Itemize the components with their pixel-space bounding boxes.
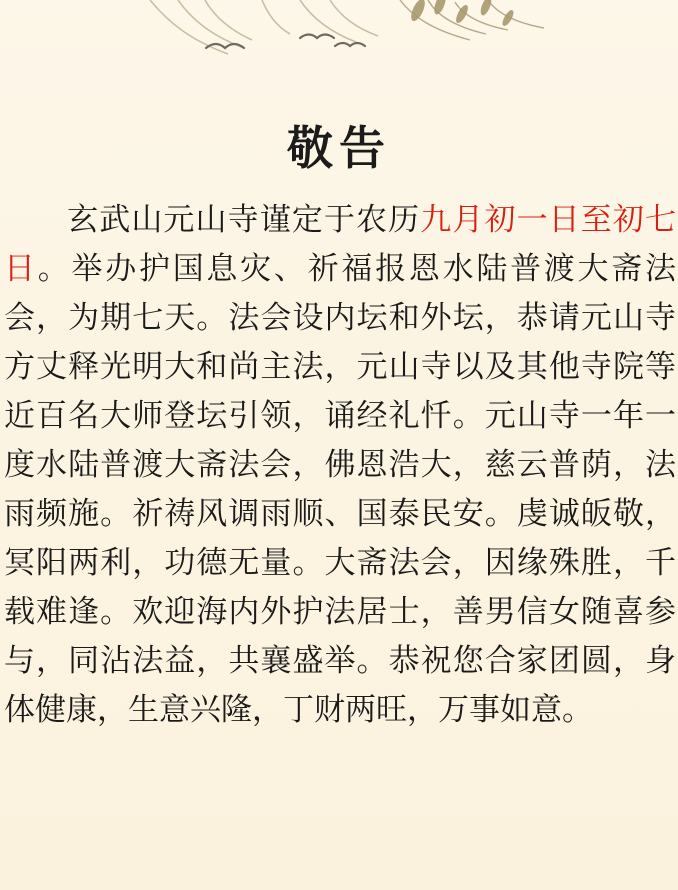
highlighted-dates: 九月初一日至初七日	[4, 202, 677, 287]
announcement-body	[2, 196, 678, 735]
header-artwork	[0, 0, 678, 110]
body-segment-two: 。举办护国息灾、祈福报恩水陆普渡大斋法会，为期七天。法会设内坛和外坛，恭请元山寺方丈释光明大和尚主法，元山寺以及其他寺院等近百名大师登坛引领，诵经礼忏。元山寺一年一度水陆普渡大斋法会，佛恩浩大，慈云普荫，法雨频施。祈祷风调雨顺、国泰民安。虔诚皈敬，冥阳两利，功德无量。大斋法会，因缘殊胜，千载难逢。欢迎海内外护法居士，善男信女随喜参与，同沾法益，共襄盛举。恭祝您合家团圆，身体健康，生意兴隆，丁财两旺，万事如意。	[4, 251, 677, 728]
page-title: 敬告	[287, 121, 391, 175]
reeds-and-birds-icon	[0, 0, 678, 110]
body-segment-one: 玄武山元山寺谨定于农历	[66, 202, 421, 238]
